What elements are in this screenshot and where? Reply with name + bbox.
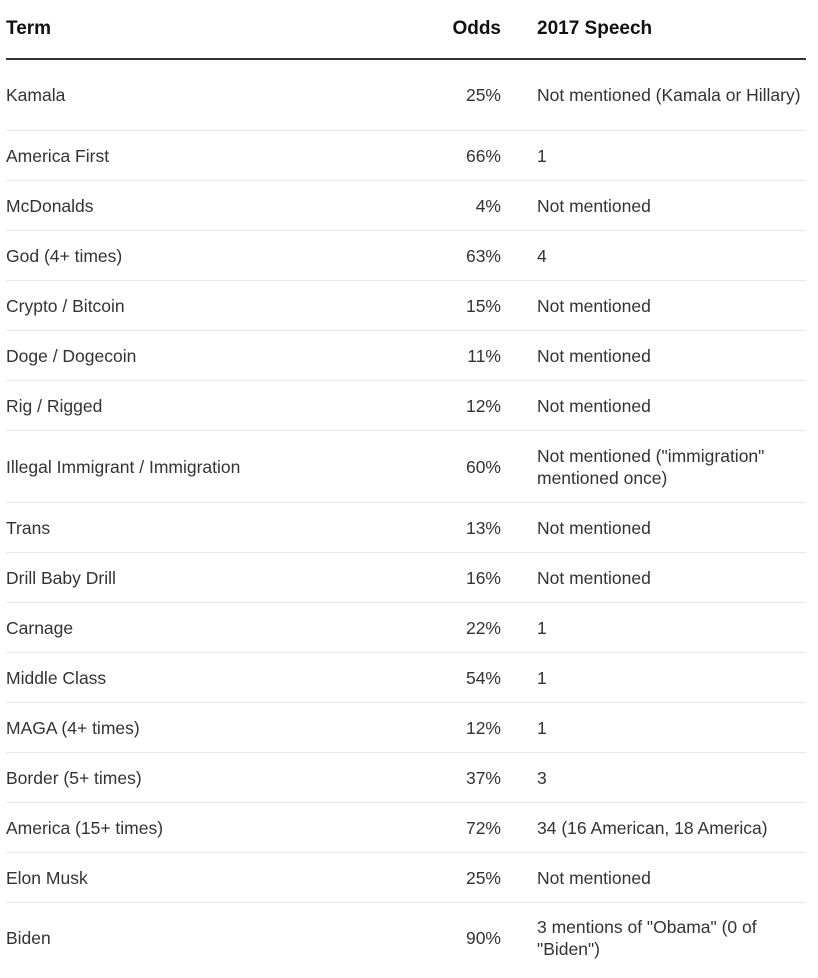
term-cell: Middle Class <box>6 653 406 703</box>
odds-cell: 90% <box>465 928 501 948</box>
odds-table-container <box>6 0 806 973</box>
odds-cell: 4% <box>406 181 501 231</box>
odds-cell: 22% <box>406 603 501 653</box>
speech-cell: 1 <box>501 603 806 653</box>
speech-cell: 1 <box>501 653 806 703</box>
term-cell: Biden <box>6 928 51 948</box>
speech-cell: Not mentioned <box>501 181 806 231</box>
speech-cell: Not mentioned <box>501 281 806 331</box>
term-cell: America (15+ times) <box>6 803 406 853</box>
table-row <box>6 753 806 803</box>
term-cell: America First <box>6 131 406 181</box>
table-row <box>6 131 806 181</box>
speech-cell: 34 (16 American, 18 America) <box>501 803 806 853</box>
speech-cell: Not mentioned <box>501 503 806 553</box>
table-row <box>6 281 806 331</box>
table-row <box>6 59 806 131</box>
table-body <box>6 59 806 973</box>
odds-cell: 25% <box>406 853 501 903</box>
odds-cell: 66% <box>406 131 501 181</box>
speech-cell: 4 <box>501 231 806 281</box>
speech-cell: 1 <box>501 703 806 753</box>
odds-cell: 11% <box>406 331 501 381</box>
table-row <box>6 503 806 553</box>
odds-cell: 12% <box>406 381 501 431</box>
table-header <box>6 0 806 59</box>
odds-cell: 12% <box>406 703 501 753</box>
term-cell: Illegal Immigrant / Immigration <box>6 431 406 503</box>
table-row <box>6 903 806 974</box>
header-row <box>6 0 806 59</box>
table-row <box>6 853 806 903</box>
term-cell: Drill Baby Drill <box>6 553 406 603</box>
term-cell: Doge / Dogecoin <box>6 331 406 381</box>
speech-cell: Not mentioned (Kamala or Hillary) <box>501 59 806 131</box>
speech-cell: 3 mentions of "Obama" (0 of "Biden") <box>537 917 757 959</box>
table-row <box>6 431 806 503</box>
speech-cell: Not mentioned <box>501 331 806 381</box>
odds-cell: 13% <box>406 503 501 553</box>
odds-cell: 60% <box>406 431 501 503</box>
speech-cell: Not mentioned ("immigration" mentioned once) <box>501 431 806 503</box>
term-cell: Carnage <box>6 603 406 653</box>
header-odds: Odds <box>406 0 501 59</box>
speech-cell: Not mentioned <box>501 553 806 603</box>
odds-cell: 63% <box>406 231 501 281</box>
speech-cell: 3 <box>501 753 806 803</box>
odds-table <box>6 0 806 973</box>
term-cell: Rig / Rigged <box>6 381 406 431</box>
odds-cell: 25% <box>406 59 501 131</box>
term-cell: Trans <box>6 503 406 553</box>
term-cell: Kamala <box>6 59 406 131</box>
term-cell: MAGA (4+ times) <box>6 703 406 753</box>
term-cell: McDonalds <box>6 181 406 231</box>
table-row <box>6 703 806 753</box>
speech-cell: 1 <box>501 131 806 181</box>
odds-cell: 15% <box>406 281 501 331</box>
table-row <box>6 553 806 603</box>
odds-cell: 37% <box>406 753 501 803</box>
odds-cell: 54% <box>406 653 501 703</box>
table-row <box>6 231 806 281</box>
speech-cell: Not mentioned <box>501 853 806 903</box>
speech-cell: Not mentioned <box>501 381 806 431</box>
term-cell: Crypto / Bitcoin <box>6 281 406 331</box>
table-row <box>6 331 806 381</box>
term-cell: Elon Musk <box>6 853 406 903</box>
table-row <box>6 181 806 231</box>
odds-cell: 72% <box>406 803 501 853</box>
table-row <box>6 381 806 431</box>
term-cell: God (4+ times) <box>6 231 406 281</box>
header-term: Term <box>6 0 406 59</box>
term-cell: Border (5+ times) <box>6 753 406 803</box>
table-row <box>6 803 806 853</box>
table-row <box>6 653 806 703</box>
header-2017-speech: 2017 Speech <box>501 0 806 59</box>
table-row <box>6 603 806 653</box>
odds-cell: 16% <box>406 553 501 603</box>
